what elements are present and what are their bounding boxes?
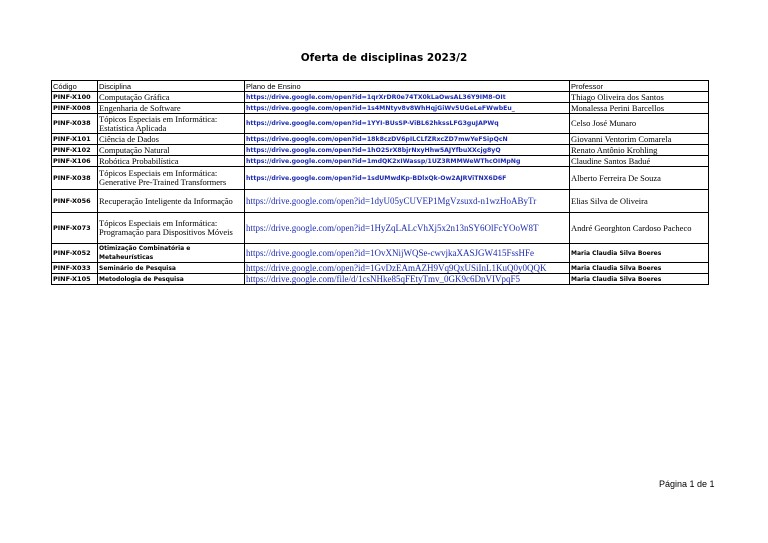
course-code: PINF-X073 (52, 213, 98, 244)
course-name: Metodologia de Pesquisa (98, 274, 245, 285)
course-name: Engenharia de Software (98, 103, 245, 114)
course-name: Computação Natural (98, 145, 245, 156)
page-number: Página 1 de 1 (659, 479, 715, 489)
plan-link[interactable]: https://drive.google.com/open?id=18k8czDV6pILCLfZRxcZD7mwYeFSipQcN (245, 134, 570, 145)
course-code: PINF-X101 (52, 134, 98, 145)
course-code: PINF-X052 (52, 244, 98, 263)
course-name: Computação Gráfica (98, 92, 245, 103)
header-code: Código (52, 81, 98, 92)
course-name: Tópicos Especiais em Informática: Generative Pre-Trained Transformers (98, 167, 245, 190)
course-code: PINF-X100 (52, 92, 98, 103)
table-row (52, 167, 709, 190)
course-code: PINF-X033 (52, 263, 98, 274)
course-code: PINF-X008 (52, 103, 98, 114)
plan-link[interactable]: https://drive.google.com/open?id=1s4MNtyv8v8WhHqjGiWv5UGeLeFWwbEu_ (245, 103, 570, 114)
professor-name: André Georghton Cardoso Pacheco (570, 213, 709, 244)
header-plan: Plano de Ensino (245, 81, 570, 92)
course-name: Robótica Probabilística (98, 156, 245, 167)
table-row (52, 156, 709, 167)
course-code: PINF-X038 (52, 167, 98, 190)
professor-name: Claudine Santos Badué (570, 156, 709, 167)
plan-link[interactable]: https://drive.google.com/open?id=1mdQK2xIWassp/1UZ3RMMWeWThcOIMpNg (245, 156, 570, 167)
plan-link[interactable]: https://drive.google.com/open?id=1GvDzEAmAZH9Vq9QxUSiInL1KuQ0y0QQK (245, 263, 570, 274)
table-row (52, 114, 709, 134)
course-code: PINF-X106 (52, 156, 98, 167)
course-code: PINF-X038 (52, 114, 98, 134)
plan-link[interactable]: https://drive.google.com/open?id=1qrXrDR0e74TX0kLaOwsAL36Y9IM8-OIt (245, 92, 570, 103)
professor-name: Celso José Munaro (570, 114, 709, 134)
table-row (52, 244, 709, 263)
table-header-row (52, 81, 709, 92)
disciplines-table (51, 80, 709, 285)
table-row (52, 103, 709, 114)
professor-name: Renato Antônio Krohling (570, 145, 709, 156)
course-name: Tópicos Especiais em Informática: Estatística Aplicada (98, 114, 245, 134)
plan-link[interactable]: https://drive.google.com/open?id=1OvXNijWQSe-cwvjkaXASJGW415FssHFe (245, 244, 570, 263)
table-row (52, 274, 709, 285)
professor-name: Maria Claudia Silva Boeres (570, 244, 709, 263)
course-code: PINF-X056 (52, 190, 98, 213)
professor-name: Monalessa Perini Barcellos (570, 103, 709, 114)
professor-name: Maria Claudia Silva Boeres (570, 263, 709, 274)
professor-name: Alberto Ferreira De Souza (570, 167, 709, 190)
document-title: Oferta de disciplinas 2023/2 (300, 52, 468, 64)
course-name: Seminário de Pesquisa (98, 263, 245, 274)
professor-name: Giovanni Ventorim Comarela (570, 134, 709, 145)
course-name: Tópicos Especiais em Informática: Programação para Dispositivos Móveis (98, 213, 245, 244)
header-professor: Professor (570, 81, 709, 92)
table-row (52, 92, 709, 103)
table-row (52, 190, 709, 213)
plan-link[interactable]: https://drive.google.com/open?id=1sdUMwdKp-BDlxQk-Ow2AJRViTNX6D6F (245, 167, 570, 190)
plan-link[interactable]: https://drive.google.com/open?id=1YYI-BUsSP-ViBL62hkssLFG3guJAPWq (245, 114, 570, 134)
professor-name: Thiago Oliveira dos Santos (570, 92, 709, 103)
table-row (52, 213, 709, 244)
table-row (52, 263, 709, 274)
plan-link[interactable]: https://drive.google.com/file/d/1csNHke85qFEtyTmv_0GK9c6DnVIVpqF5 (245, 274, 570, 285)
course-name: Recuperação Inteligente da Informação (98, 190, 245, 213)
professor-name: Maria Claudia Silva Boeres (570, 274, 709, 285)
plan-link[interactable]: https://drive.google.com/open?id=1dyU05yCUVEP1MgVzsuxd-n1wzHoAByTr (245, 190, 570, 213)
professor-name: Elias Silva de Oliveira (570, 190, 709, 213)
table-row (52, 145, 709, 156)
table-row (52, 134, 709, 145)
course-name: Otimização Combinatória e Metaheurísticas (98, 244, 245, 263)
header-discipline: Disciplina (98, 81, 245, 92)
plan-link[interactable]: https://drive.google.com/open?id=1hO2SrX8bjrNxyHhw5AJYfbuXXcjg8yQ (245, 145, 570, 156)
course-name: Ciência de Dados (98, 134, 245, 145)
plan-link[interactable]: https://drive.google.com/open?id=1HyZqLALcVhXj5x2n13nSY6OlFcYOoW8T (245, 213, 570, 244)
course-code: PINF-X102 (52, 145, 98, 156)
course-code: PINF-X105 (52, 274, 98, 285)
